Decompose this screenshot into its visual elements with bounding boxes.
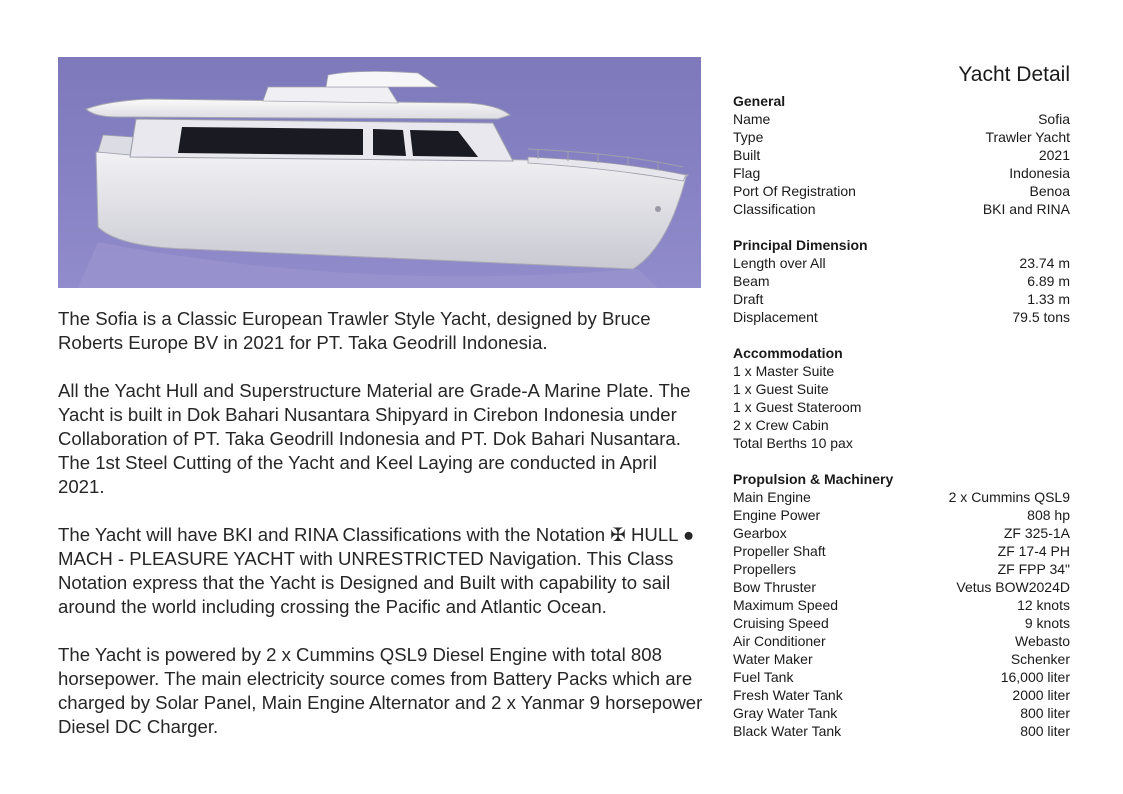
section-general xyxy=(733,92,1070,218)
accommodation-item: Total Berths 10 pax xyxy=(733,435,853,451)
spec-value: Sofia xyxy=(1038,111,1070,127)
section-heading: Propulsion & Machinery xyxy=(733,471,894,487)
spec-label: Engine Power xyxy=(733,507,821,523)
spec-row xyxy=(733,254,1070,272)
spec-label: Gray Water Tank xyxy=(733,705,838,721)
spec-row xyxy=(733,110,1070,128)
spec-label: Beam xyxy=(733,273,770,289)
spec-value: Trawler Yacht xyxy=(985,129,1070,145)
spec-value: 79.5 tons xyxy=(1012,309,1070,325)
spec-value: Indonesia xyxy=(1009,165,1070,181)
spec-label: Draft xyxy=(733,291,764,307)
spec-value: ZF 17-4 PH xyxy=(997,543,1070,559)
spec-value: 808 hp xyxy=(1027,507,1070,523)
description-paragraph-4: The Yacht is powered by 2 x Cummins QSL9 Diesel Engine with total 808 horsepower. The main electricity source comes from Battery Packs which are charged by Solar Panel, Main Engine Alternator and 2 x Yanmar 9 horsepower Diesel DC Charger. xyxy=(58,644,703,737)
section-propulsion-machinery xyxy=(733,470,1070,740)
accommodation-item: 1 x Guest Stateroom xyxy=(733,399,862,415)
spec-label: Port Of Registration xyxy=(733,183,856,199)
spec-row xyxy=(733,614,1070,632)
spec-label: Main Engine xyxy=(733,489,811,505)
spec-row xyxy=(733,200,1070,218)
spec-row xyxy=(733,596,1070,614)
spec-value: ZF FPP 34" xyxy=(997,561,1070,577)
spec-row xyxy=(733,290,1070,308)
spec-row xyxy=(733,704,1070,722)
yacht-description xyxy=(58,307,708,763)
spec-value: Benoa xyxy=(1029,183,1070,199)
spec-label: Length over All xyxy=(733,255,826,271)
spec-row xyxy=(733,506,1070,524)
spec-label: Water Maker xyxy=(733,651,813,667)
yacht-render-image xyxy=(58,57,701,288)
accommodation-item: 1 x Guest Suite xyxy=(733,381,829,397)
spec-row xyxy=(733,668,1070,686)
spec-row xyxy=(733,650,1070,668)
description-paragraph-1: The Sofia is a Classic European Trawler Style Yacht, designed by Bruce Roberts Europe BV in 2021 for PT. Taka Geodrill Indonesia. xyxy=(58,308,651,353)
spec-value: 2021 xyxy=(1038,147,1070,163)
spec-row xyxy=(733,488,1070,506)
spec-row xyxy=(733,182,1070,200)
section-heading: General xyxy=(733,93,786,109)
spec-value: 800 liter xyxy=(1020,705,1070,721)
spec-row xyxy=(733,686,1070,704)
spec-label: Built xyxy=(733,147,761,163)
spec-row xyxy=(733,632,1070,650)
spec-value: 800 liter xyxy=(1020,723,1070,739)
section-accommodation xyxy=(733,344,1070,452)
accommodation-item: 2 x Crew Cabin xyxy=(733,417,829,433)
spec-label: Classification xyxy=(733,201,816,217)
spec-label: Fresh Water Tank xyxy=(733,687,843,703)
spec-value: 2 x Cummins QSL9 xyxy=(948,489,1070,505)
section-heading: Accommodation xyxy=(733,345,843,361)
spec-value: Vetus BOW2024D xyxy=(956,579,1070,595)
spec-value: 1.33 m xyxy=(1027,291,1070,307)
yacht-detail-panel xyxy=(733,62,1070,758)
spec-value: ZF 325-1A xyxy=(1003,525,1070,541)
spec-row xyxy=(733,722,1070,740)
description-paragraph-2: All the Yacht Hull and Superstructure Material are Grade-A Marine Plate. The Yacht is built in Dok Bahari Nusantara Shipyard in Cirebon Indonesia under Collaboration of PT. Taka Geodrill Indonesia and PT. Dok Bahari Nusantara. The 1st Steel Cutting of the Yacht and Keel Laying are conducted in April 2021. xyxy=(58,380,691,497)
spec-row xyxy=(733,542,1070,560)
spec-value: 16,000 liter xyxy=(1000,669,1070,685)
spec-label: Cruising Speed xyxy=(733,615,829,631)
spec-row xyxy=(733,272,1070,290)
spec-label: Bow Thruster xyxy=(733,579,816,595)
spec-label: Maximum Speed xyxy=(733,597,839,613)
spec-label: Propeller Shaft xyxy=(733,543,826,559)
spec-label: Black Water Tank xyxy=(733,723,842,739)
spec-value: BKI and RINA xyxy=(982,201,1070,217)
spec-value: 6.89 m xyxy=(1027,273,1070,289)
spec-label: Air Conditioner xyxy=(733,633,826,649)
spec-label: Propellers xyxy=(733,561,797,577)
spec-value: Schenker xyxy=(1010,651,1070,667)
section-heading: Principal Dimension xyxy=(733,237,868,253)
spec-label: Fuel Tank xyxy=(733,669,794,685)
spec-value: 9 knots xyxy=(1024,615,1070,631)
description-paragraph-3: The Yacht will have BKI and RINA Classifications with the Notation ✠ HULL ● MACH - PLEASURE YACHT with UNRESTRICTED Navigation. This Class Notation express that the Yacht is Designed and Built with capability to sail around the world including crossing the Pacific and Atlantic Ocean. xyxy=(58,524,695,617)
spec-value: Webasto xyxy=(1015,633,1070,649)
spec-value: 12 knots xyxy=(1017,597,1070,613)
section-principal-dimension xyxy=(733,236,1070,326)
spec-label: Gearbox xyxy=(733,525,787,541)
spec-label: Flag xyxy=(733,165,761,181)
spec-value: 2000 liter xyxy=(1012,687,1070,703)
detail-title: Yacht Detail xyxy=(958,63,1070,86)
spec-row xyxy=(733,524,1070,542)
spec-label: Name xyxy=(733,111,771,127)
spec-value: 23.74 m xyxy=(1019,255,1070,271)
spec-row xyxy=(733,560,1070,578)
spec-row xyxy=(733,128,1070,146)
spec-row xyxy=(733,164,1070,182)
spec-label: Type xyxy=(733,129,764,145)
spec-label: Displacement xyxy=(733,309,818,325)
spec-row xyxy=(733,308,1070,326)
spec-row xyxy=(733,578,1070,596)
spec-row xyxy=(733,146,1070,164)
accommodation-item: 1 x Master Suite xyxy=(733,363,835,379)
